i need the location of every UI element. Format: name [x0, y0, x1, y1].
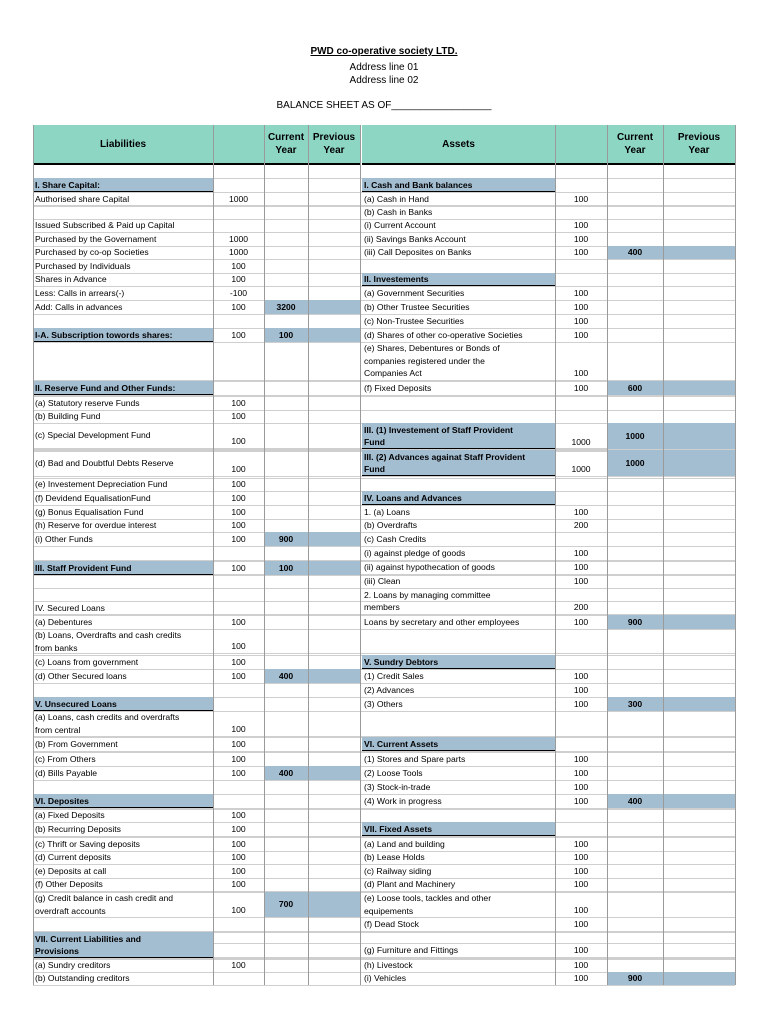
asset-row-label: (i) against pledge of goods: [364, 547, 466, 558]
liability-row-label: (b) Building Fund: [35, 411, 101, 422]
liability-current-year-total: 900: [264, 532, 308, 546]
asset-previous-year-total: [663, 450, 735, 476]
liability-amount: 100: [231, 754, 246, 764]
liability-amount: 100: [231, 261, 246, 271]
liability-row-label: (g) Credit balance in cash credit and overdraft accounts: [35, 893, 174, 916]
liability-section-heading: VII. Current Liabilities and Provisions: [33, 932, 213, 958]
asset-current-year-total: 900: [607, 972, 663, 985]
liability-current-year-total: 100: [264, 561, 308, 575]
asset-section-heading: I. Cash and Bank balances: [362, 178, 555, 192]
asset-amount: 100: [573, 782, 589, 792]
liability-row-label: Purchased by the Governament: [35, 233, 157, 244]
liability-row-label: (e) Deposits at call: [35, 865, 107, 876]
column-divider: [607, 125, 608, 985]
section-underline: [33, 806, 213, 808]
asset-amount: 100: [573, 288, 589, 298]
asset-previous-year-total: [663, 697, 735, 711]
liability-row-label: Less: Calls in arrears(-): [35, 287, 125, 298]
asset-amount: 100: [573, 919, 589, 929]
liability-amount: 1000: [228, 234, 249, 244]
liability-amount: 100: [231, 274, 246, 284]
asset-amount: 100: [573, 866, 589, 876]
asset-current-year-total: 300: [607, 697, 663, 711]
liability-row-label: Authorised share Capital: [35, 193, 130, 204]
asset-current-year-total: 400: [607, 794, 663, 808]
section-underline: [362, 834, 555, 836]
asset-row-label: (1) Stores and Spare parts: [364, 753, 466, 764]
column-divider: [735, 125, 736, 985]
asset-section-heading: III. (1) Investement of Staff Provident Fund: [362, 423, 555, 449]
asset-previous-year-total: [663, 794, 735, 808]
asset-row-label: (b) Cash in Banks: [364, 206, 433, 217]
liability-row-label: (d) Other Secured loans: [35, 670, 127, 681]
liability-row-label: (h) Reserve for overdue interest: [35, 520, 157, 531]
asset-row-label: (f) Dead Stock: [364, 918, 419, 929]
asset-amount: 100: [573, 330, 589, 340]
asset-current-year-total: 600: [607, 381, 663, 395]
liability-previous-year-total: [308, 328, 360, 342]
liability-row-label: (b) Recurring Deposits: [35, 823, 121, 834]
asset-amount: 200: [573, 602, 589, 612]
liability-previous-year-total: [308, 300, 360, 314]
column-header-blank: [213, 125, 264, 165]
liability-row-label: IV. Secured Loans: [35, 602, 105, 613]
section-underline: [33, 573, 213, 575]
asset-amount: 100: [573, 839, 589, 849]
liability-amount: 100: [231, 641, 246, 651]
asset-section-heading: V. Sundry Debtors: [362, 655, 555, 669]
liability-row-label: (b) From Government: [35, 738, 118, 749]
asset-row-label: (iii) Call Deposites on Banks: [364, 247, 472, 258]
liability-amount: 1000: [228, 247, 249, 257]
asset-amount: 100: [573, 507, 589, 517]
liability-previous-year-total: [308, 669, 360, 683]
liability-section-heading: III. Staff Provident Fund: [33, 561, 213, 575]
liability-section-heading: I-A. Subscription towords shares:: [33, 328, 213, 342]
liability-amount: 100: [231, 824, 246, 834]
section-underline: [33, 340, 213, 342]
liability-row-label: (a) Sundry creditors: [35, 960, 111, 971]
liability-row-label: (d) Bad and Doubtful Debts Reserve: [35, 458, 174, 469]
asset-amount: 100: [573, 234, 589, 244]
asset-row-label: (1) Credit Sales: [364, 670, 424, 681]
liability-amount: 100: [231, 493, 246, 503]
liability-amount: 1000: [228, 194, 249, 204]
liability-previous-year-total: [308, 892, 360, 917]
liability-amount: 100: [231, 411, 246, 421]
asset-amount: 100: [573, 194, 589, 204]
liability-row-label: (d) Current deposits: [35, 852, 111, 863]
liability-amount: 100: [231, 739, 246, 749]
asset-current-year-total: 900: [607, 615, 663, 629]
liability-current-year-total: 400: [264, 669, 308, 683]
liability-row-label: (a) Debentures: [35, 616, 93, 627]
column-divider: [264, 125, 265, 985]
asset-row-label: (ii) Savings Banks Account: [364, 233, 466, 244]
liability-section-heading: VI. Deposites: [33, 794, 213, 808]
asset-section-heading: VI. Current Assets: [362, 737, 555, 751]
balance-sheet-date-heading: BALANCE SHEET AS OF__________________: [276, 100, 492, 111]
liability-current-year-total: 700: [264, 892, 308, 917]
balance-sheet-table: [33, 125, 735, 985]
asset-amount: 100: [573, 383, 589, 393]
liability-amount: 100: [231, 879, 246, 889]
asset-row-label: (4) Work in progress: [364, 795, 442, 806]
liability-amount: 100: [231, 960, 246, 970]
asset-row-label: (ii) against hypothecation of goods: [364, 561, 495, 572]
asset-amount: 1000: [571, 437, 591, 447]
section-underline: [33, 956, 213, 958]
liability-section-heading: II. Reserve Fund and Other Funds:: [33, 381, 213, 395]
liability-amount: 100: [231, 330, 246, 340]
liability-row-label: (c) Loans from government: [35, 656, 139, 667]
asset-previous-year-total: [663, 615, 735, 629]
asset-row-label: (i) Current Account: [364, 220, 436, 231]
section-underline: [362, 749, 555, 751]
asset-section-heading: III. (2) Advances againat Staff Provident Fund: [362, 450, 555, 476]
section-underline: [362, 474, 555, 476]
asset-amount: 1000: [571, 464, 591, 474]
liability-row-label: (f) Devidend EqualisationFund: [35, 492, 151, 503]
liability-row-label: (b) Outstanding creditors: [35, 973, 130, 984]
column-divider: [663, 125, 664, 985]
asset-row-label: (a) Land and building: [364, 838, 445, 849]
column-divider: [308, 125, 309, 985]
address-line-2: Address line 02: [349, 75, 419, 86]
asset-amount: 100: [573, 960, 589, 970]
row-gridline: [33, 985, 735, 986]
liability-amount: 100: [231, 617, 246, 627]
liability-row-label: Add: Calls in advances: [35, 301, 123, 312]
liability-row-label: (c) From Others: [35, 753, 96, 764]
asset-amount: 100: [573, 316, 589, 326]
asset-row-label: (d) Shares of other co-operative Societies: [364, 329, 523, 340]
liability-amount: 100: [231, 534, 246, 544]
liability-amount: 100: [231, 866, 246, 876]
row-gridline: [33, 476, 735, 477]
asset-section-heading: IV. Loans and Advances: [362, 491, 555, 505]
asset-amount: 100: [573, 879, 589, 889]
liability-section-heading: I. Share Capital:: [33, 178, 213, 192]
asset-amount: 100: [573, 973, 589, 983]
liability-amount: 100: [231, 464, 246, 474]
liability-row-label: (b) Loans, Overdrafts and cash credits from banks: [35, 630, 182, 653]
liability-row-label: (c) Special Development Fund: [35, 430, 151, 441]
column-header-current-left: Current Year: [264, 125, 308, 165]
asset-row-label: (h) Livestock: [364, 960, 413, 971]
liability-amount: 100: [231, 657, 246, 667]
asset-row-label: (g) Furniture and Fittings: [364, 944, 459, 955]
liability-amount: 100: [231, 479, 246, 489]
asset-row-label: 1. (a) Loans: [364, 506, 410, 517]
liability-row-label: (g) Bonus Equalisation Fund: [35, 506, 144, 517]
section-underline: [362, 447, 555, 449]
asset-amount: 100: [573, 671, 589, 681]
asset-amount: 100: [573, 220, 589, 230]
asset-row-label: (2) Loose Tools: [364, 767, 423, 778]
liability-row-label: (e) Investement Depreciation Fund: [35, 479, 168, 490]
liability-amount: 100: [231, 768, 246, 778]
liability-row-label: Purchased by co-op Societies: [35, 247, 149, 258]
asset-current-year-total: 1000: [607, 423, 663, 449]
asset-amount: 100: [573, 548, 589, 558]
column-divider: [213, 125, 214, 985]
asset-row-label: (e) Shares, Debentures or Bonds of companies registered under the Companies Act: [364, 343, 500, 378]
liability-amount: 100: [231, 724, 246, 734]
asset-row-label: (c) Cash Credits: [364, 533, 427, 544]
liability-current-year-total: 400: [264, 766, 308, 780]
liability-amount: 100: [231, 839, 246, 849]
asset-row-label: (iii) Clean: [364, 575, 401, 586]
liability-previous-year-total: [308, 766, 360, 780]
liability-row-label: Purchased by Individuals: [35, 260, 131, 271]
address-line-1: Address line 01: [349, 62, 419, 73]
asset-amount: 100: [573, 768, 589, 778]
liability-amount: 100: [231, 852, 246, 862]
liability-amount: -100: [229, 288, 248, 298]
liability-row-label: Shares in Advance: [35, 274, 107, 285]
asset-row-label: (i) Vehicles: [364, 973, 407, 984]
liability-current-year-total: 3200: [264, 300, 308, 314]
column-header-blank: [555, 125, 607, 165]
column-divider: [555, 125, 556, 985]
society-title: PWD co-operative society LTD.: [310, 46, 458, 57]
liability-current-year-total: 100: [264, 328, 308, 342]
asset-amount: 100: [573, 699, 589, 709]
asset-amount: 100: [573, 852, 589, 862]
liability-row-label: (a) Fixed Deposits: [35, 810, 105, 821]
asset-previous-year-total: [663, 381, 735, 395]
liability-row-label: (c) Thrift or Saving deposits: [35, 838, 140, 849]
liability-row-label: (i) Other Funds: [35, 533, 93, 544]
asset-amount: 100: [573, 576, 589, 586]
asset-section-heading: VII. Fixed Assets: [362, 822, 555, 836]
liability-amount: 100: [231, 436, 246, 446]
asset-row-label: (b) Other Trustee Securities: [364, 301, 470, 312]
liability-previous-year-total: [308, 561, 360, 575]
column-header-current-right: Current Year: [607, 125, 663, 165]
asset-row-label: (b) Lease Holds: [364, 852, 425, 863]
asset-section-heading: II. Investements: [362, 273, 555, 286]
asset-amount: 100: [573, 617, 589, 627]
asset-amount: 100: [573, 368, 589, 378]
liability-row-label: (f) Other Deposits: [35, 879, 103, 890]
liability-amount: 100: [231, 398, 246, 408]
asset-amount: 100: [573, 905, 589, 915]
asset-row-label: (3) Others: [364, 698, 403, 709]
liability-amount: 100: [231, 563, 246, 573]
asset-row-label: (3) Stock-in-trade: [364, 781, 431, 792]
asset-row-label: (a) Government Securities: [364, 287, 465, 298]
asset-amount: 100: [573, 685, 589, 695]
asset-previous-year-total: [663, 423, 735, 449]
column-header-liabilities: Liabilities: [33, 125, 213, 165]
asset-current-year-total: 1000: [607, 450, 663, 476]
asset-amount: 100: [573, 302, 589, 312]
asset-row-label: (b) Overdrafts: [364, 520, 418, 531]
asset-row-label: (c) Railway siding: [364, 865, 432, 876]
asset-row-label: (c) Non-Trustee Securities: [364, 315, 464, 326]
asset-row-label: (f) Fixed Deposits: [364, 382, 432, 393]
asset-row-label: (d) Plant and Machinery: [364, 879, 456, 890]
liability-section-heading: V. Unsecured Loans: [33, 697, 213, 711]
asset-amount: 100: [573, 562, 589, 572]
asset-current-year-total: 400: [607, 246, 663, 259]
liability-amount: 100: [231, 905, 246, 915]
liability-row-label: (d) Bills Payable: [35, 767, 98, 778]
liability-amount: 100: [231, 302, 246, 312]
asset-row-label: (2) Advances: [364, 684, 415, 695]
liability-amount: 100: [231, 507, 246, 517]
row-gridline: [33, 653, 735, 654]
liability-previous-year-total: [308, 532, 360, 546]
liability-row-label: (a) Loans, cash credits and overdrafts from central: [35, 712, 180, 735]
column-divider: [360, 125, 361, 985]
liability-row-label: (a) Statutory reserve Funds: [35, 397, 140, 408]
asset-previous-year-total: [663, 972, 735, 985]
asset-amount: 200: [573, 520, 589, 530]
column-divider: [33, 125, 34, 985]
column-header-previous-right: Previous Year: [663, 125, 735, 165]
asset-row-label: Loans by secretary and other employees: [364, 616, 520, 627]
liability-row-label: Issued Subscribed & Paid up Capital: [35, 220, 175, 231]
asset-row-label: (e) Loose tools, tackles and other equipements: [364, 893, 492, 916]
asset-previous-year-total: [663, 246, 735, 259]
asset-row-label: 2. Loans by managing committee members: [364, 589, 491, 612]
column-header-previous-left: Previous Year: [308, 125, 360, 165]
section-underline: [33, 393, 213, 395]
asset-amount: 100: [573, 247, 589, 257]
liability-amount: 100: [231, 520, 246, 530]
asset-amount: 100: [573, 945, 589, 955]
asset-row-label: (a) Cash in Hand: [364, 193, 429, 204]
liability-amount: 100: [231, 671, 246, 681]
asset-amount: 100: [573, 754, 589, 764]
column-header-assets: Assets: [362, 125, 555, 165]
liability-amount: 100: [231, 810, 246, 820]
asset-amount: 100: [573, 796, 589, 806]
